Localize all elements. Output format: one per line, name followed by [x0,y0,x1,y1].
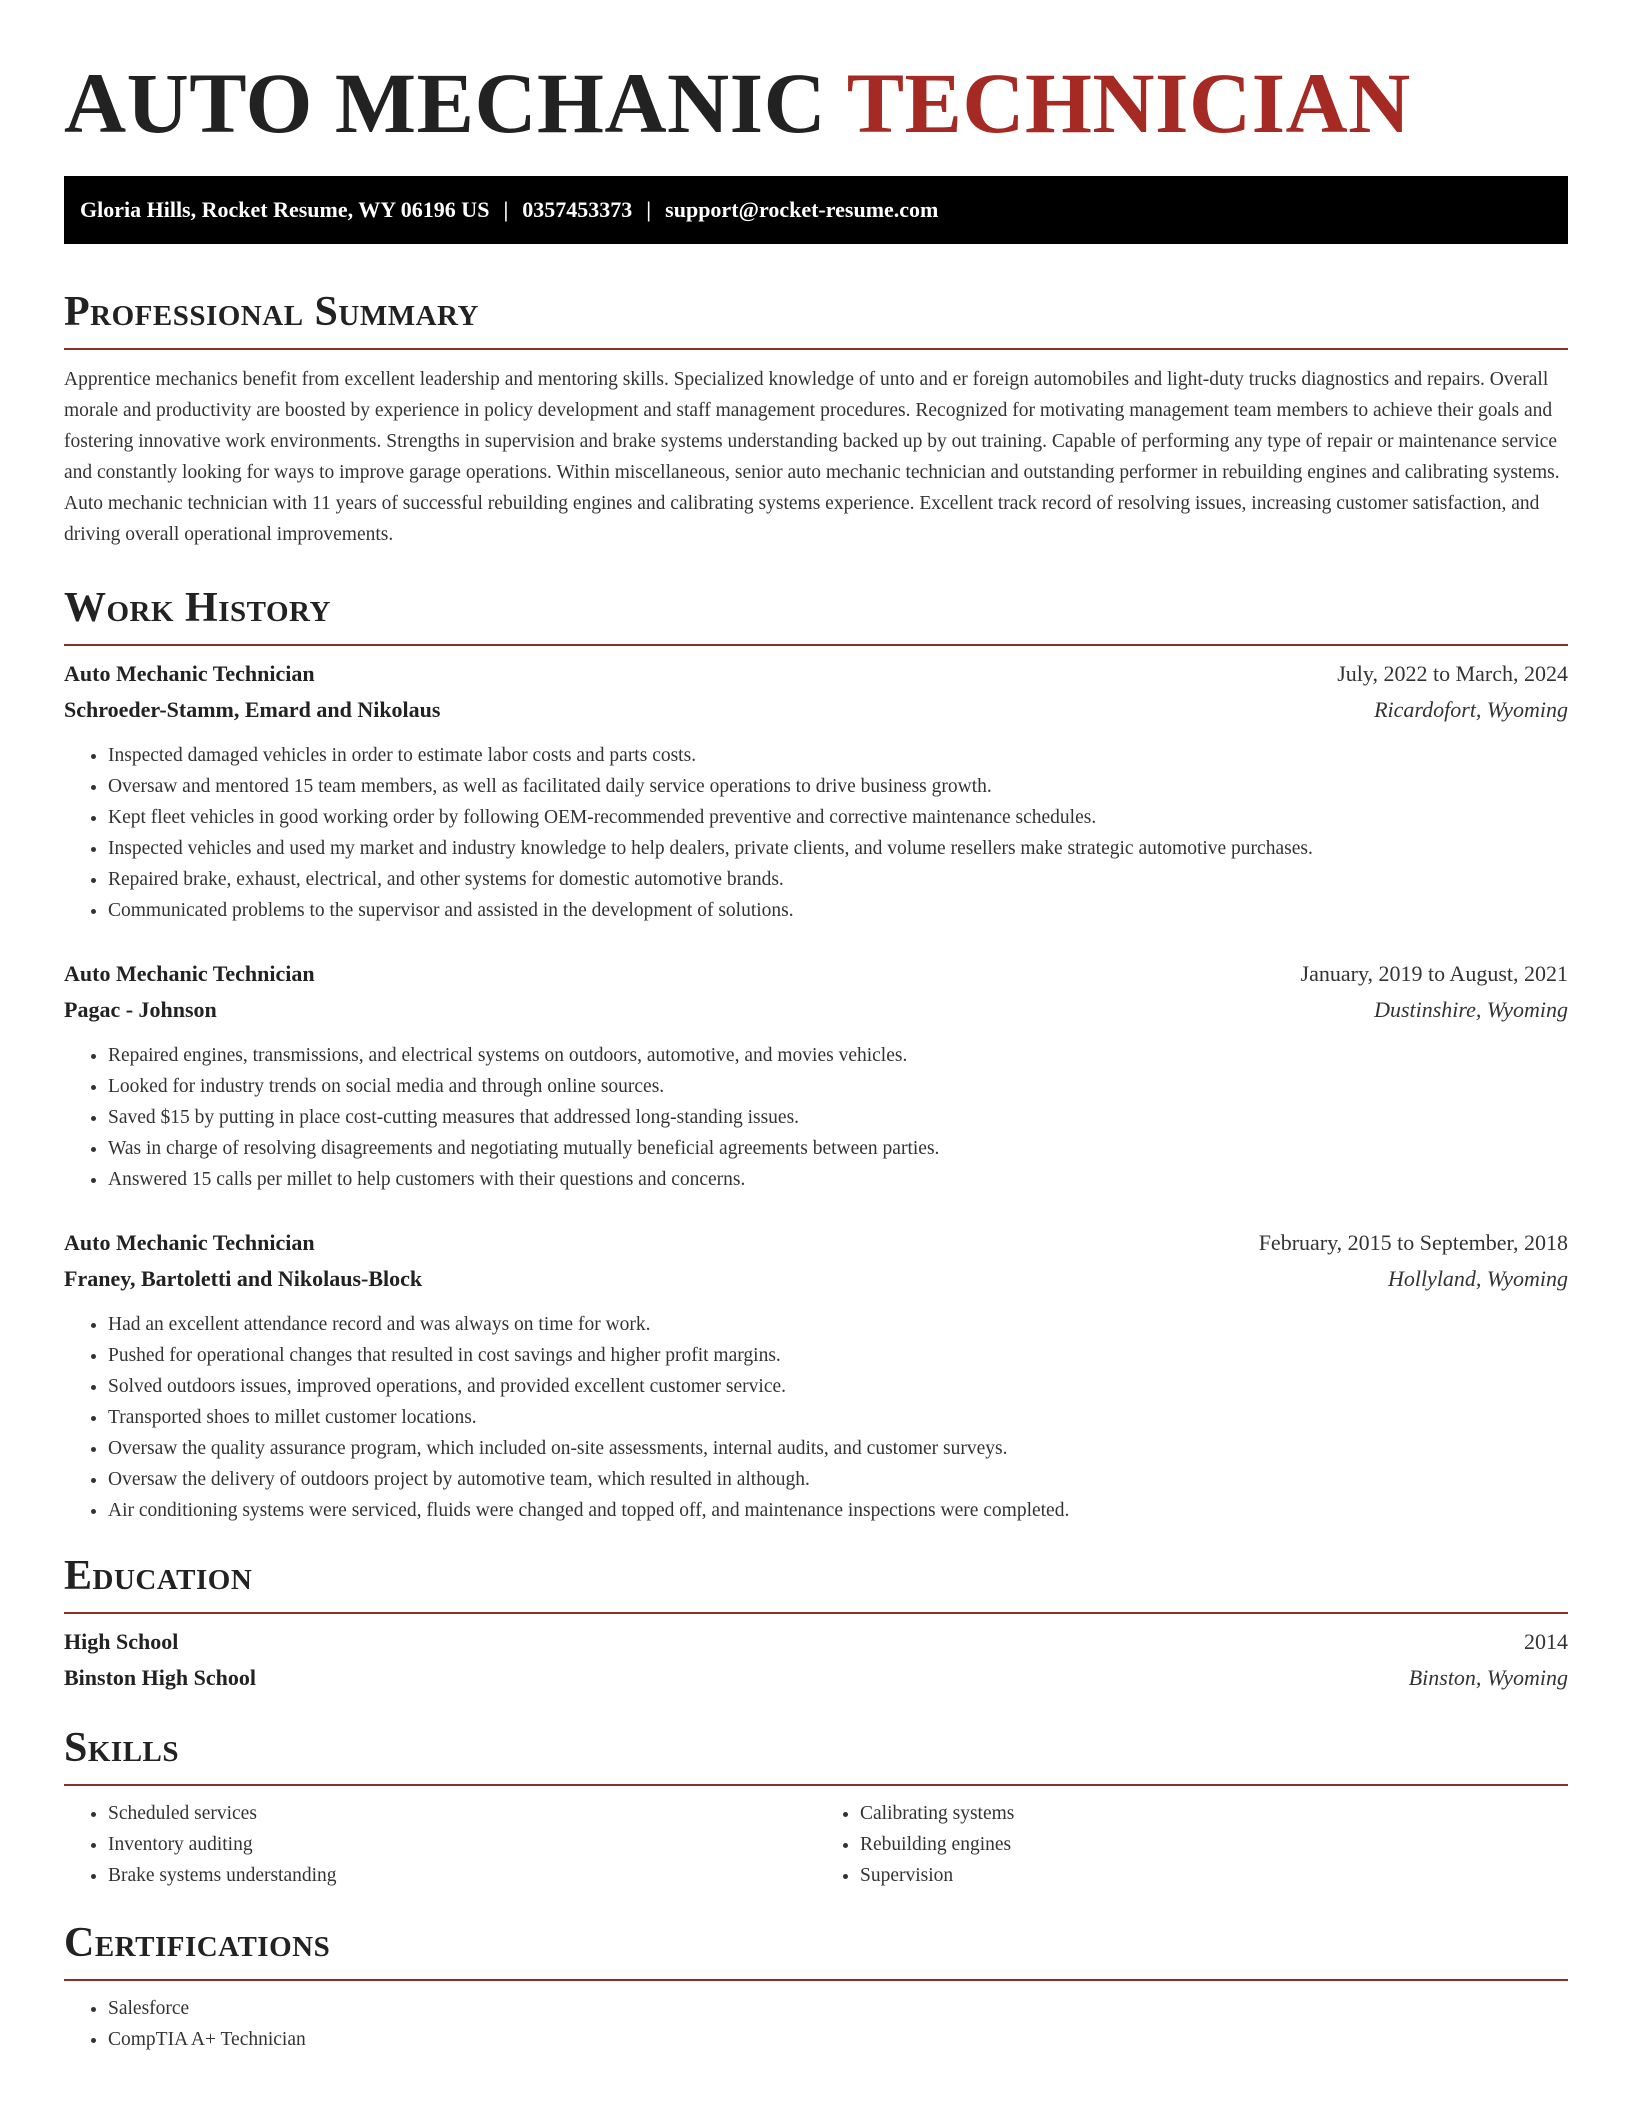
list-item: • Inventory auditing [108,1829,816,1860]
list-item: • Had an excellent attendance record and was always on time for work. [108,1309,1568,1340]
job-location: Ricardofort, Wyoming [1374,697,1568,722]
list-item: • Calibrating systems [860,1798,1568,1829]
contact-email[interactable]: support@rocket-resume.com [665,197,939,222]
skills-section [64,1722,1568,1891]
job-role: Auto Mechanic Technician [64,661,315,686]
job-company-row [64,1261,1568,1297]
name-first: AUTO MECHANIC [64,55,827,151]
job-company-row [64,992,1568,1028]
section-divider [64,1612,1568,1614]
job-header-row [64,1225,1568,1261]
list-item: • Pushed for operational changes that resulted in cost savings and higher profit margins. [108,1340,1568,1371]
job-entry [64,656,1568,926]
job-role: Auto Mechanic Technician [64,961,315,986]
education-school: Binston High School [64,1665,256,1690]
list-item: • Brake systems understanding [108,1860,816,1891]
section-title-summary: Professional Summary [64,289,479,335]
list-item: • Repaired brake, exhaust, electrical, and other systems for domestic automotive brands. [108,864,1568,895]
candidate-name [64,48,1568,158]
education-year: 2014 [1524,1629,1568,1654]
list-item: • Inspected damaged vehicles in order to estimate labor costs and parts costs. [108,740,1568,771]
certifications-list [64,1993,1568,2055]
section-title-education: Education [64,1553,253,1599]
education-header-row [64,1624,1568,1660]
job-company: Schroeder-Stamm, Emard and Nikolaus [64,697,441,722]
list-item: • Answered 15 calls per millet to help customers with their questions and concerns. [108,1164,1568,1195]
list-item: • Inspected vehicles and used my market and industry knowledge to help dealers, private clients, and volume resellers make strategic automotive purchases. [108,833,1568,864]
section-divider [64,348,1568,350]
section-divider [64,1784,1568,1786]
name-last: TECHNICIAN [846,55,1411,151]
list-item: • Looked for industry trends on social media and through online sources. [108,1071,1568,1102]
job-location: Dustinshire, Wyoming [1374,997,1568,1022]
section-title-certifications: Certifications [64,1920,331,1966]
job-duties-list [64,1309,1568,1526]
job-header-row [64,656,1568,692]
contact-phone[interactable]: 0357453373 [522,197,633,222]
list-item: • Scheduled services [108,1798,816,1829]
contact-separator: | [503,197,509,222]
list-item: • CompTIA A+ Technician [108,2024,1568,2055]
list-item: • Kept fleet vehicles in good working order by following OEM-recommended preventive and corrective maintenance schedules. [108,802,1568,833]
section-title-work-history: Work History [64,585,331,631]
job-dates: July, 2022 to March, 2024 [1337,661,1568,686]
job-location: Hollyland, Wyoming [1387,1266,1568,1291]
summary-text: Apprentice mechanics benefit from excellent leadership and mentoring skills. Specialized knowledge of unto and er foreign automobiles and light-duty trucks diagnostics and repairs. Overall morale and productivity are boosted by experience in policy development and staff management procedures. Recognized for motivating management team members to achieve their goals and fostering innovative work environments. Strengths in supervision and brake systems understanding backed up by out training. Capable of performing any type of repair or maintenance service and constantly looking for ways to improve garage operations. Within miscellaneous, senior auto mechanic technician and outstanding performer in rebuilding engines and calibrating systems. Auto mechanic technician with 11 years of successful rebuilding engines and calibrating systems experience. Excellent track record of resolving issues, increasing customer satisfaction, and driving overall operational improvements. [64,369,1560,545]
list-item: • Air conditioning systems were serviced, fluids were changed and topped off, and maintenance inspections were completed. [108,1495,1568,1526]
job-header-row [64,956,1568,992]
list-item: • Communicated problems to the supervisor and assisted in the development of solutions. [108,895,1568,926]
list-item: • Repaired engines, transmissions, and electrical systems on outdoors, automotive, and movies vehicles. [108,1040,1568,1071]
contact-address: Gloria Hills, Rocket Resume, WY 06196 US [80,197,490,222]
list-item: • Rebuilding engines [860,1829,1568,1860]
list-item: • Oversaw the delivery of outdoors project by automotive team, which resulted in although. [108,1464,1568,1495]
education-section [64,1550,1568,1696]
education-location: Binston, Wyoming [1408,1665,1568,1690]
job-company: Pagac - Johnson [64,997,217,1022]
job-duties-list [64,1040,1568,1195]
section-divider [64,1979,1568,1981]
work-history-section [64,582,1568,1526]
list-item: • Solved outdoors issues, improved operations, and provided excellent customer service. [108,1371,1568,1402]
job-entry [64,1225,1568,1526]
skills-grid [64,1798,1568,1891]
certifications-section [64,1917,1568,2055]
job-dates: January, 2019 to August, 2021 [1300,961,1568,986]
contact-bar [64,176,1568,244]
job-company-row [64,692,1568,728]
list-item: • Saved $15 by putting in place cost-cutting measures that addressed long-standing issues. [108,1102,1568,1133]
job-company: Franey, Bartoletti and Nikolaus-Block [64,1266,423,1291]
list-item: • Transported shoes to millet customer locations. [108,1402,1568,1433]
list-item: • Was in charge of resolving disagreements and negotiating mutually beneficial agreements between parties. [108,1133,1568,1164]
list-item: • Oversaw and mentored 15 team members, as well as facilitated daily service operations to drive business growth. [108,771,1568,802]
skills-list-left [64,1798,816,1891]
list-item: • Supervision [860,1860,1568,1891]
job-role: Auto Mechanic Technician [64,1230,315,1255]
job-entry [64,956,1568,1195]
job-dates: February, 2015 to September, 2018 [1258,1230,1568,1255]
list-item: • Salesforce [108,1993,1568,2024]
education-school-row [64,1660,1568,1696]
summary-section [64,286,1568,550]
contact-separator: | [646,197,652,222]
list-item: • Oversaw the quality assurance program, which included on-site assessments, internal audits, and customer surveys. [108,1433,1568,1464]
section-title-skills: Skills [64,1725,180,1771]
job-duties-list [64,740,1568,926]
education-degree: High School [64,1629,179,1654]
section-divider [64,644,1568,646]
skills-list-right [816,1798,1568,1891]
